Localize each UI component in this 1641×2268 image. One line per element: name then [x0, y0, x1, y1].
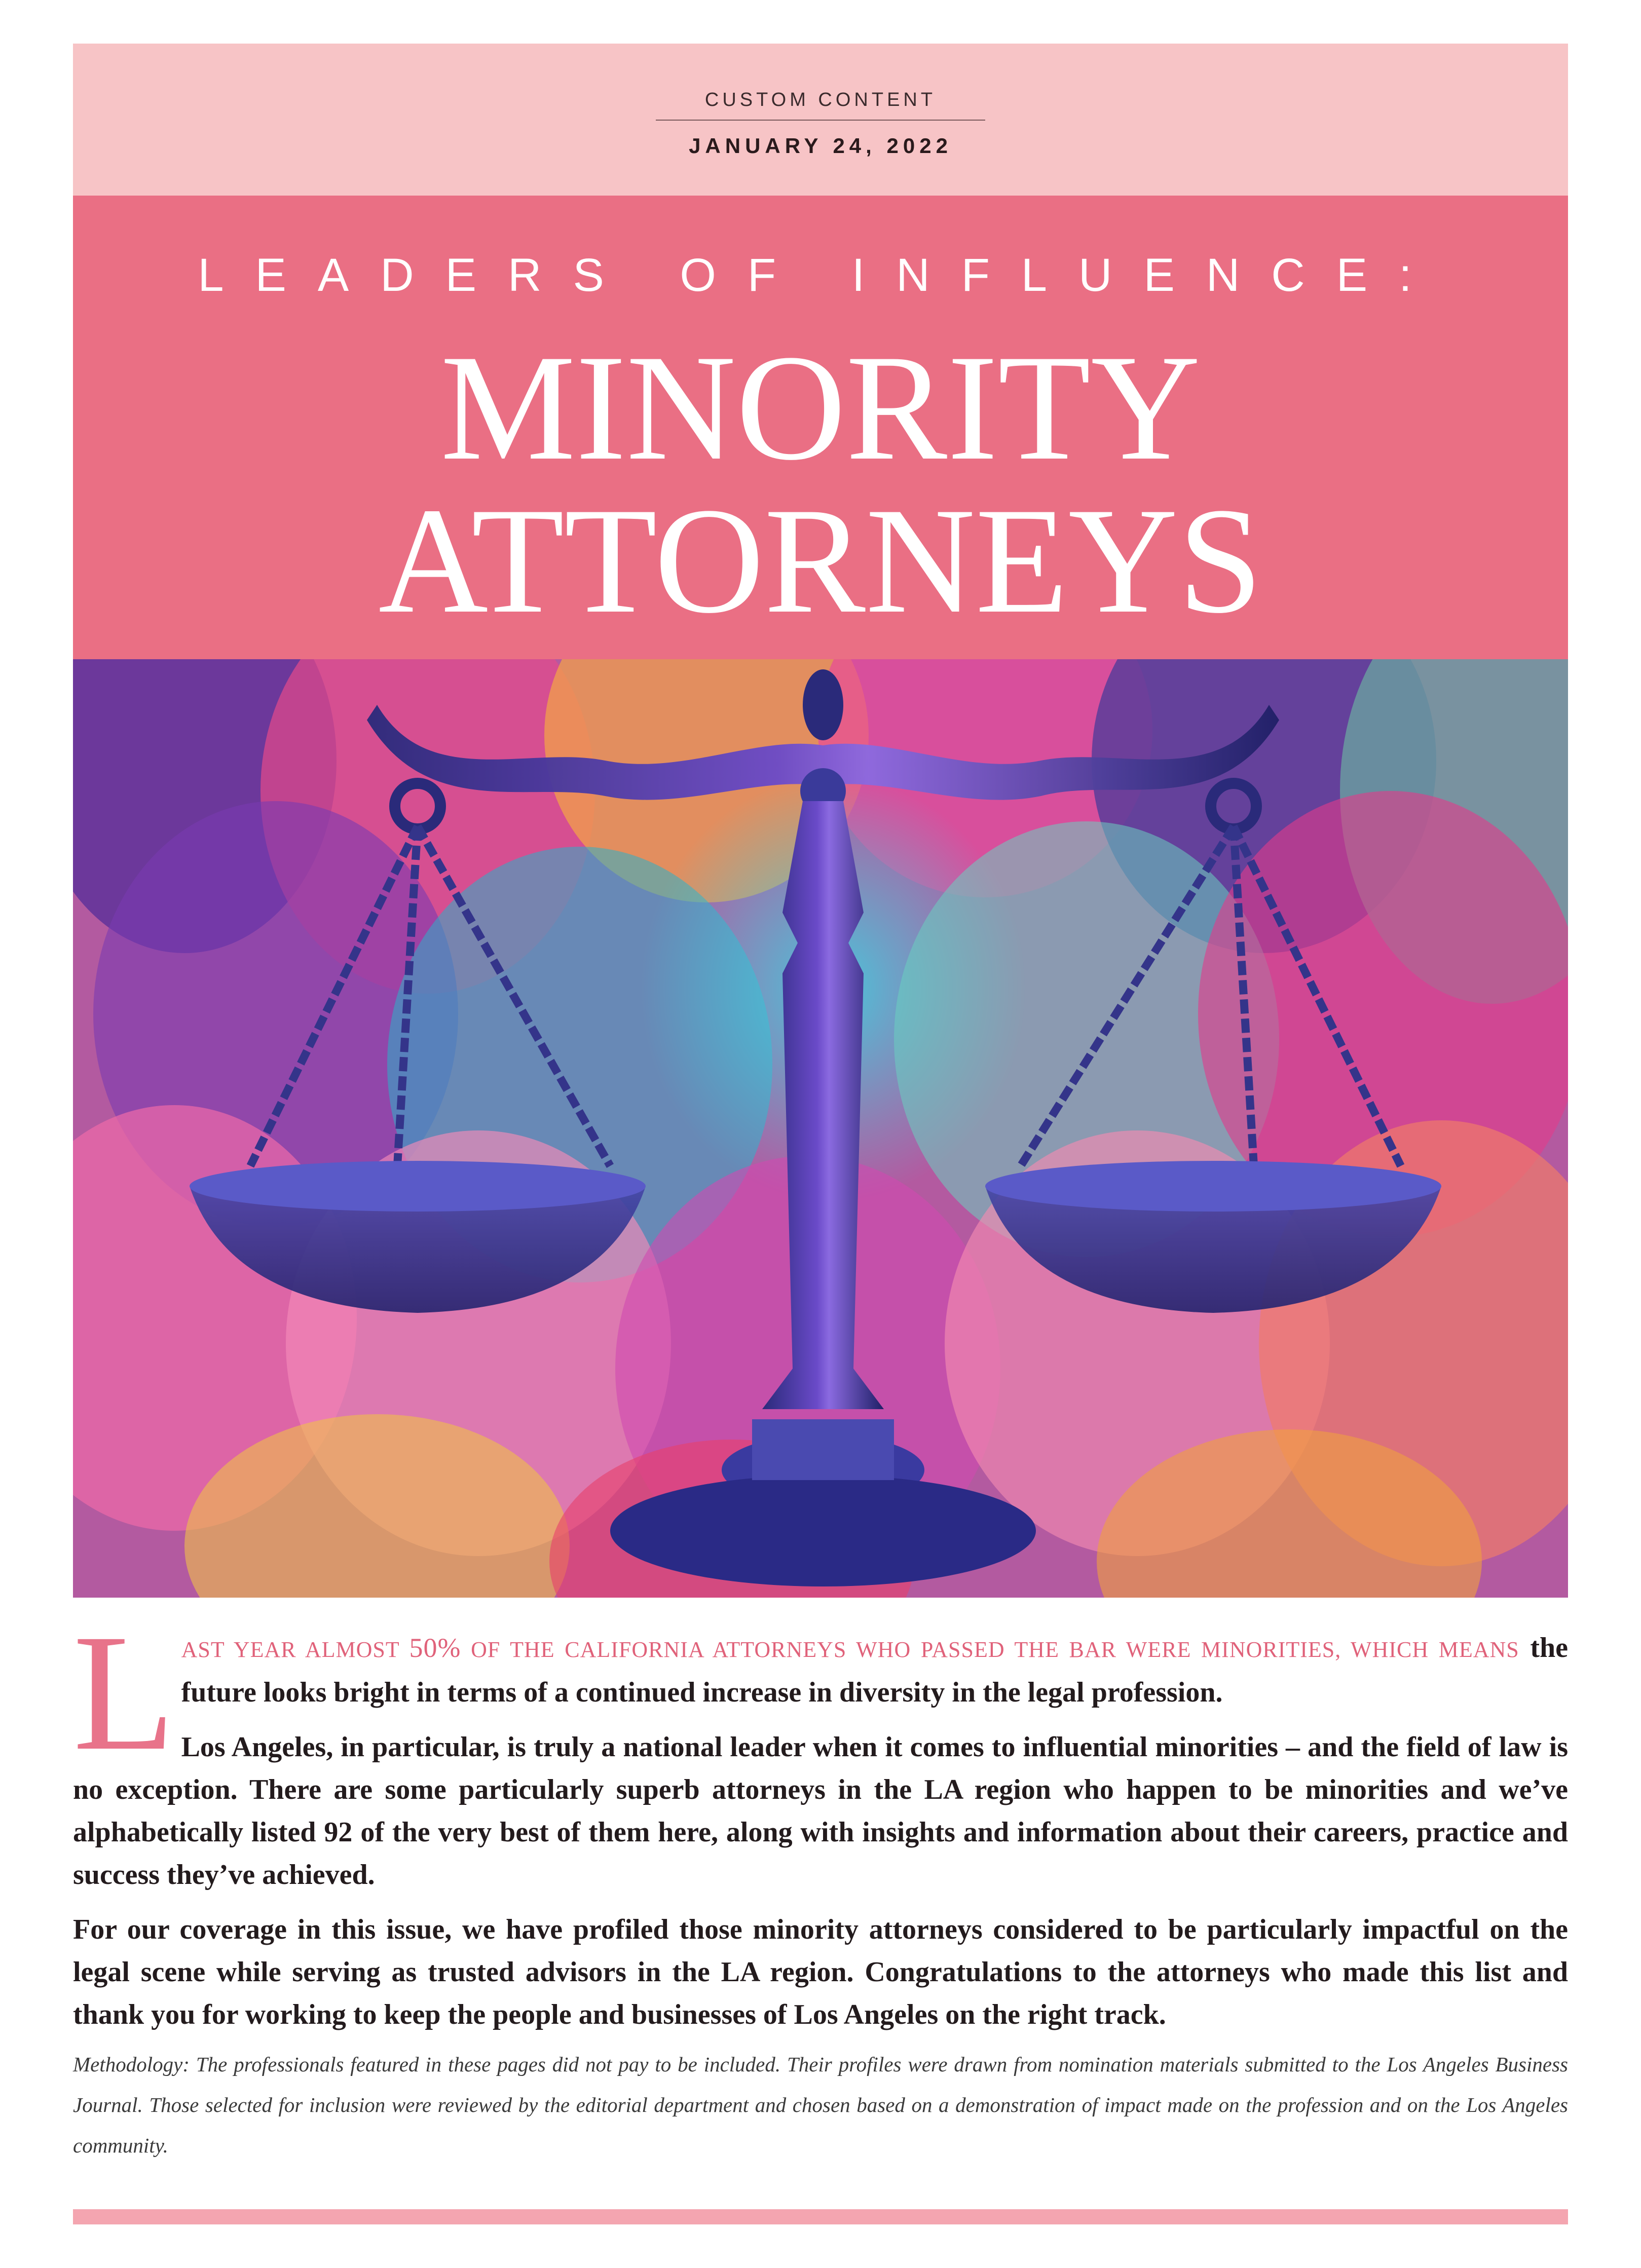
- header-divider: [656, 120, 985, 121]
- intro-paragraph-1: [73, 1600, 1569, 1785]
- illustration-svg: [73, 659, 1568, 1598]
- intro-paragraph-2: Los Angeles, in particular, is truly a national leader when it comes to influential minorities – and the field of law is no exception. There are some particularly superb attorneys in the LA region who happen to be minorities and we’ve alphabetically listed 92 of the very best of them here, along with insights and information about their careers, practice and success they’ve achieved.: [73, 1731, 1568, 1891]
- lead-in-percent: 50%: [409, 1633, 461, 1663]
- methodology-note: Methodology: The professionals featured in these pages did not pay to be included. Their profiles were drawn from nomination materials submitted to the Los Angeles Business Journal. Those selected for inclusion were reviewed by the editorial department and chosen based on a demonstration of impact made on the profession and on the Los Angeles community.: [73, 2053, 1568, 2157]
- title-kicker: LEADERS OF INFLUENCE:: [198, 249, 1443, 301]
- issue-date: JANUARY 24, 2022: [689, 134, 952, 158]
- header-band: [73, 44, 1568, 196]
- drop-cap: L: [73, 1600, 175, 1785]
- headline-line-2: ATTORNEYS: [378, 476, 1263, 645]
- lead-in-caps-part-1: AST YEAR ALMOST: [181, 1637, 409, 1662]
- lead-in-caps-part-2: OF THE CALIFORNIA ATTORNEYS WHO PASSED THE BAR WERE MINORITIES, WHICH MEANS: [461, 1637, 1519, 1662]
- lead-in-caps: [181, 1633, 1519, 1663]
- custom-content-label: CUSTOM CONTENT: [704, 89, 937, 110]
- intro-paragraph-3: For our coverage in this issue, we have profiled those minority attorneys considered to be particularly impactful on the legal scene while serving as trusted advisors in the LA region. Congratulations to the attorneys who made this list and thank you for working to keep the people and businesses of Los Angeles on the right track.: [73, 1914, 1568, 2030]
- title-band: [73, 196, 1568, 659]
- lead-in-rest: the future looks bright in terms of a continued increase in diversity in the legal profession.: [181, 1632, 1569, 1708]
- bottom-divider: [73, 2209, 1568, 2224]
- headline-line-1: MINORITY: [440, 323, 1201, 492]
- scales-of-justice-illustration: [73, 659, 1568, 1598]
- intro-text: [73, 1600, 1569, 2048]
